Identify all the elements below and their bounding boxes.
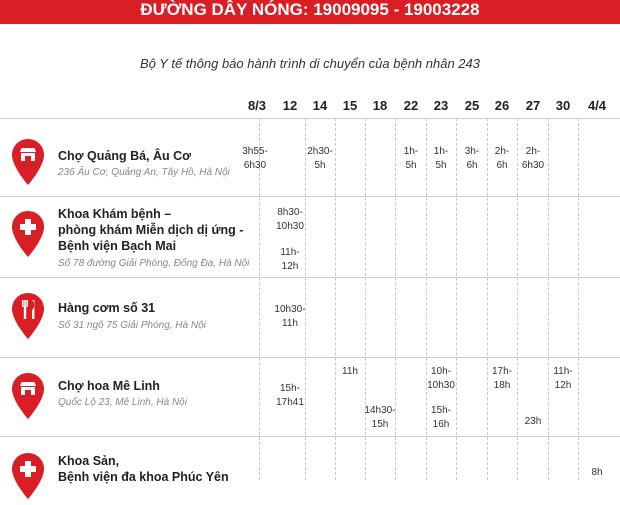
date-header: 18 (372, 98, 388, 113)
page-subtitle: Bộ Y tế thông báo hành trình di chuyển của bệnh nhân 243 (140, 56, 480, 71)
medical-cross-icon (11, 452, 45, 505)
place-name: Hàng cơm số 31 (58, 301, 156, 315)
place-address: Số 78 đường Giải Phóng, Đống Đa, Hà Nội (58, 258, 250, 269)
date-header: 26 (494, 98, 510, 113)
visit-time: 11h- 12h (280, 247, 300, 272)
row-divider (0, 357, 620, 358)
visit-time: 10h30- 11h (274, 304, 306, 329)
visit-time: 15h- 16h (430, 405, 451, 430)
date-header: 25 (464, 98, 480, 113)
visit-time: 3h55- 6h30 (242, 146, 268, 171)
visit-time: 1h- 5h (433, 146, 449, 171)
place-name: Khoa Sản, Bệnh viện đa khoa Phúc Yên (58, 454, 229, 484)
place-name: Chợ Quảng Bá, Âu Cơ (58, 149, 192, 163)
place-address: Số 31 ngõ 75 Giải Phóng, Hà Nội (58, 320, 206, 331)
medical-cross-icon (11, 210, 45, 263)
date-header: 23 (433, 98, 449, 113)
visit-time: 8h30- 10h30 (276, 207, 304, 232)
place-name: Chợ hoa Mê Linh (58, 379, 160, 393)
date-header: 8/3 (247, 98, 267, 113)
shop-icon (11, 372, 45, 425)
visit-time: 11h- 12h (553, 366, 573, 391)
shop-icon (11, 138, 45, 191)
row-divider (0, 436, 620, 437)
visit-time: 14h30- 15h (364, 405, 396, 430)
fork-knife-icon (11, 292, 45, 345)
hotline-banner: ĐƯỜNG DÂY NÓNG: 19009095 - 19003228 (0, 0, 620, 24)
visit-time: 2h30- 5h (307, 146, 333, 171)
date-header: 27 (525, 98, 541, 113)
visit-time: 10h- 10h30 (427, 366, 455, 391)
visit-time: 17h- 18h (491, 366, 512, 391)
date-header: 4/4 (587, 98, 607, 113)
row-divider (0, 196, 620, 197)
date-header: 15 (342, 98, 358, 113)
date-header: 22 (403, 98, 419, 113)
visit-time: 3h- 6h (464, 146, 480, 171)
date-header: 30 (555, 98, 571, 113)
date-header: 14 (312, 98, 328, 113)
place-address: Quốc Lộ 23, Mê Linh, Hà Nội (58, 397, 187, 408)
visit-time: 1h- 5h (403, 146, 419, 171)
visit-time: 8h (591, 467, 603, 478)
date-header: 12 (282, 98, 298, 113)
column-divider (578, 118, 579, 480)
visit-time: 23h (524, 416, 542, 427)
visit-time: 2h- 6h30 (521, 146, 545, 171)
row-divider (0, 277, 620, 278)
row-divider (0, 118, 620, 119)
visit-time: 11h (342, 366, 358, 377)
visit-time: 2h- 6h (494, 146, 510, 171)
place-address: 236 Âu Cơ, Quảng An, Tây Hồ, Hà Nội (58, 167, 230, 178)
place-name: Khoa Khám bệnh – phòng khám Miễn dịch dị ứng - Bệnh viện Bạch Mai (58, 207, 244, 253)
visit-time: 15h- 17h41 (276, 383, 304, 408)
